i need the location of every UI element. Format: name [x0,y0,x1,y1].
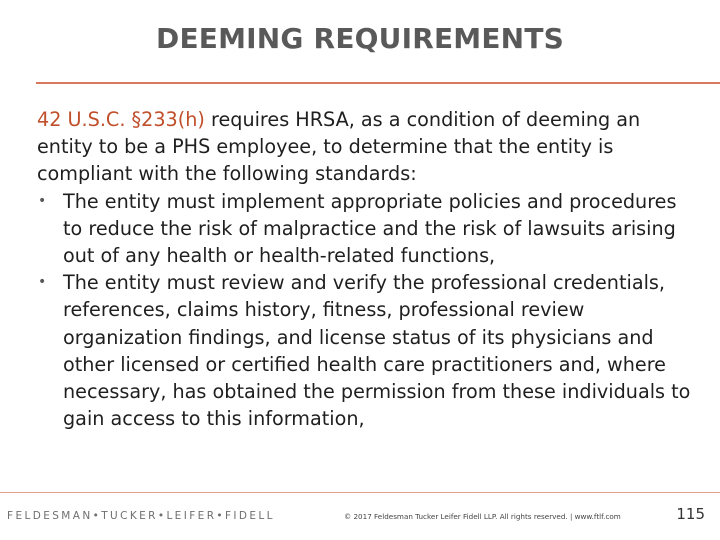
title-divider [36,82,720,84]
list-item-text: The entity must review and verify the professional credentials, references, claims history, fitness, professional review organization findings, and license status of its physicians and other licensed or certified health care practitioners and, where necessary, has obtained the permission from these individuals to gain access to this information, [63,271,691,431]
intro-paragraph [37,106,697,188]
requirements-list [37,188,697,433]
slide-body [37,106,697,432]
bullet-icon: • [38,192,47,209]
list-item-text: The entity must implement appropriate policies and procedures to reduce the risk of malpractice and the risk of lawsuits arising out of any health or health-related functions, [63,189,677,268]
slide-title: DEEMING REQUIREMENTS [156,22,564,55]
footer-divider [0,492,720,493]
intro-text: requires HRSA, as a condition of deeming an entity to be a PHS employee, to determine that the entity is compliant with the following standards: [37,108,641,186]
bullet-icon: • [38,274,47,291]
statute-citation: 42 U.S.C. §233(h) [37,108,205,131]
copyright-notice: © 2017 Feldesman Tucker Leifer Fidell LLP. All rights reserved. | www.ftlf.com [344,512,621,521]
list-item [37,269,697,432]
firm-logo: FELDESMAN•TUCKER•LEIFER•FIDELL [7,510,275,522]
list-item [37,188,697,270]
page-number: 115 [676,505,705,523]
